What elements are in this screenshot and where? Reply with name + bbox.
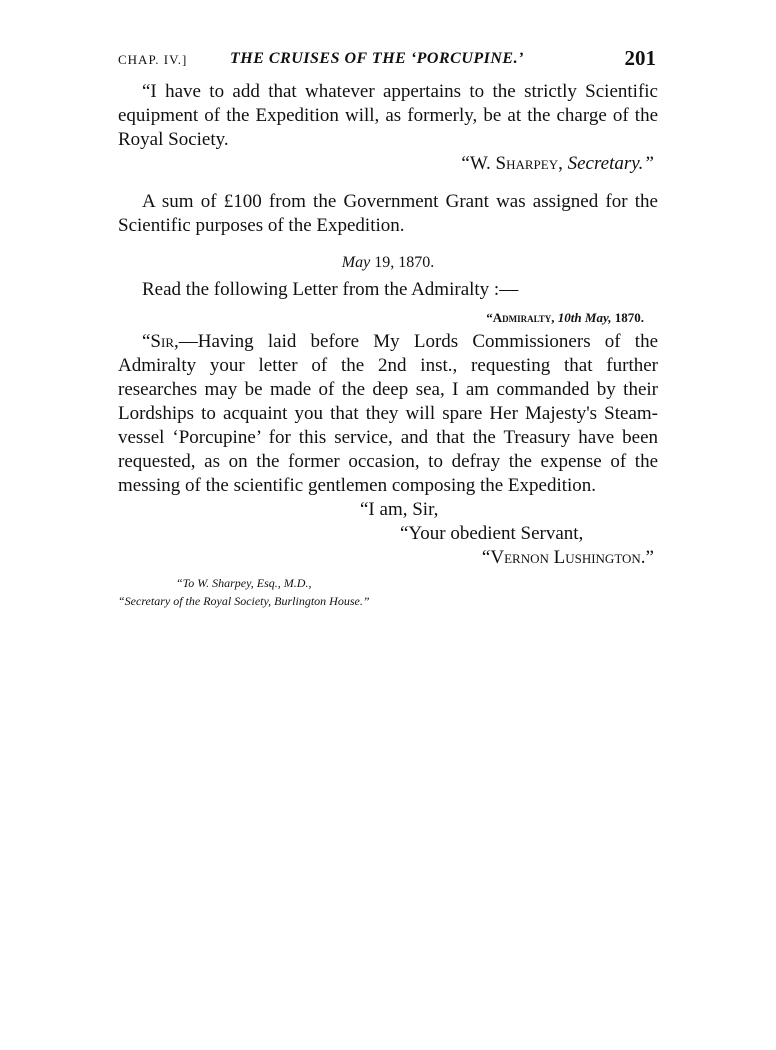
letter-place: “Admiralty, [486, 310, 555, 325]
closing-servant: “Your obedient Servant, [400, 523, 584, 544]
letter-date: 10th May, [557, 310, 612, 325]
signature-prefix: “W. [461, 153, 496, 174]
signature-comma: , [558, 153, 568, 174]
address-line-2: “Secretary of the Royal Society, Burlington House.” [118, 594, 370, 608]
date-month: May [341, 254, 371, 271]
salutation: “Sir, [142, 331, 179, 352]
address-block [118, 574, 658, 610]
closing-line-1 [118, 498, 658, 522]
letter-body-text: —Having laid before My Lords Commissioners of the Admiralty your letter of the 2nd inst., requesting that further researches may be made of the deep sea, I am commanded by their Lordships to acquaint you that they will spare Her Majesty's Steam-vessel ‘Porcupine’ for this service, and that the Treasury have been requested, as on the former occasion, to defray the expense of the messing of the scientific gentlemen composing the Expedition. [118, 331, 658, 496]
letter-year: 1870. [614, 310, 644, 325]
chapter-label: CHAP. IV.] [118, 52, 188, 67]
intro-line: Read the following Letter from the Admiralty :— [142, 279, 519, 300]
address-line-1: “To W. Sharpey, Esq., M.D., [176, 576, 312, 590]
document-page [118, 44, 658, 610]
paragraph-grant: A sum of £100 from the Government Grant was assigned for the Scientific purposes of the Expedition. [118, 191, 658, 236]
paragraph-equipment: “I have to add that whatever appertains to the strictly Scientific equipment of the Expedition will, as formerly, be at the charge of the Royal Society. [118, 81, 658, 150]
signature-title: Secretary.” [567, 153, 654, 174]
running-head [118, 44, 658, 80]
date-heading [118, 254, 658, 272]
closing-i-am-sir: “I am, Sir, [360, 499, 439, 520]
closing-line-2 [118, 522, 658, 546]
closing-signature: “Vernon Lushington.” [481, 547, 654, 568]
letter-dateline [118, 310, 644, 326]
running-title: THE CRUISES OF THE ‘PORCUPINE.’ [230, 50, 524, 67]
page-number: 201 [624, 46, 656, 70]
closing-line-3 [118, 546, 658, 570]
letter-body [118, 330, 658, 498]
date-rest: 19, 1870. [374, 254, 435, 271]
signature-sharpey [118, 152, 654, 176]
signature-name: Sharpey [495, 153, 559, 174]
